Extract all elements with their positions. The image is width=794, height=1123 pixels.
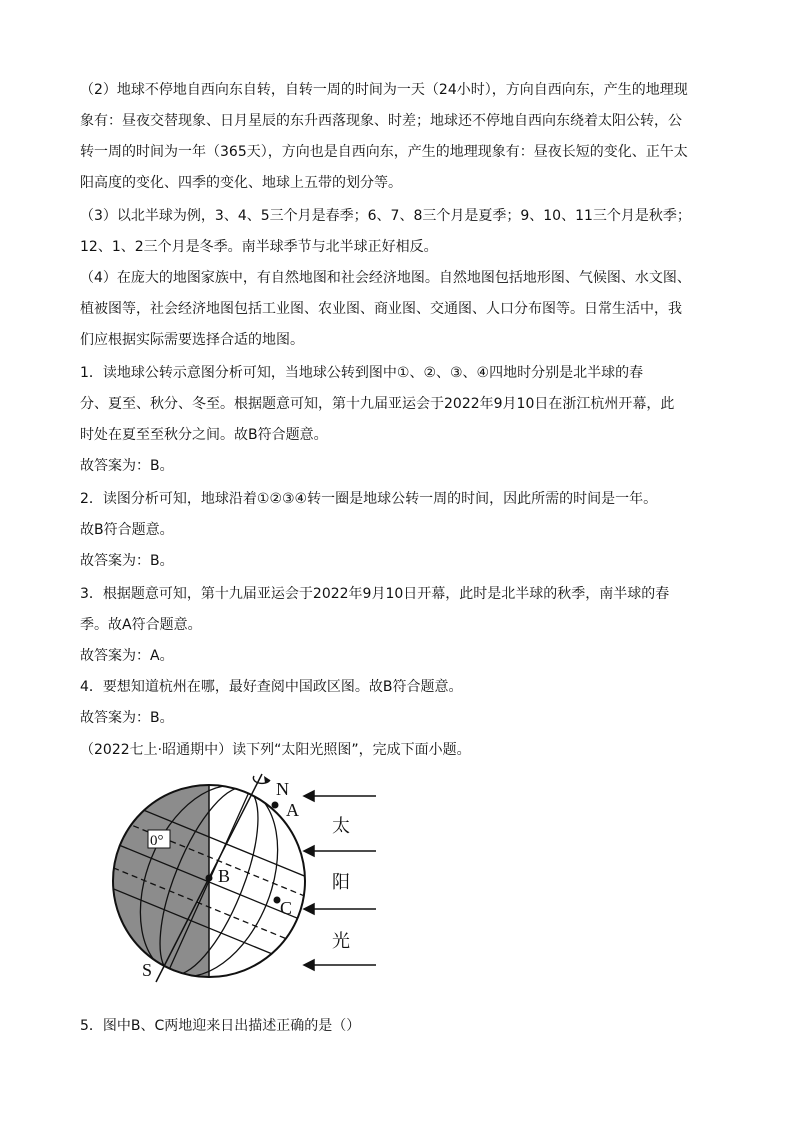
- point-b: [206, 875, 213, 882]
- answer-paragraph-line: 转一周的时间为一年（365天），方向也是自西向东，产生的地理现象有：昼夜长短的变化、正午太: [80, 144, 688, 160]
- sunlight-diagram: [104, 770, 394, 992]
- equator-label: 0°: [150, 833, 164, 849]
- answer-paragraph-line: 植被图等，社会经济地图包括工业图、农业图、商业图、交通图、人口分布图等。日常生活中，我: [80, 301, 682, 317]
- sunlight-char: 太: [332, 816, 350, 837]
- solution-line: 故B符合题意。: [80, 522, 174, 538]
- answer-paragraph-line: （3）以北半球为例，3、4、5三个月是春季；6、7、8三个月是夏季；9、10、11三个月是秋季；: [80, 208, 691, 224]
- point-a-label: A: [286, 800, 299, 820]
- answer-line: 故答案为：B。: [80, 553, 174, 569]
- sunlight-arrowhead-icon: [304, 791, 314, 801]
- answer-paragraph-line: （2）地球不停地自西向东自转，自转一周的时间为一天（24小时），方向自西向东，产生的地理现: [80, 82, 688, 98]
- solution-line: 3．根据题意可知，第十九届亚运会于2022年9月10日开幕，此时是北半球的秋季，南半球的春: [80, 586, 670, 602]
- answer-line: 故答案为：B。: [80, 458, 174, 474]
- question-5: 5．图中B、C两地迎来日出描述正确的是（）: [80, 1018, 361, 1034]
- answer-paragraph-line: 们应根据实际需要选择合适的地图。: [80, 332, 304, 348]
- answer-paragraph-line: （4）在庞大的地图家族中，有自然地图和社会经济地图。自然地图包括地形图、气候图、水文图、: [80, 270, 691, 286]
- sunlight-arrowhead-icon: [304, 846, 314, 856]
- point-b-label: B: [218, 866, 231, 886]
- sunlight-arrowhead-icon: [304, 960, 314, 970]
- solution-line: 4．要想知道杭州在哪，最好查阅中国政区图。故B符合题意。: [80, 679, 463, 695]
- question-intro: （2022七上·昭通期中）读下列“太阳光照图”，完成下面小题。: [80, 742, 471, 758]
- north-pole-label: N: [276, 779, 289, 799]
- solution-line: 1．读地球公转示意图分析可知，当地球公转到图中①、②、③、④四地时分别是北半球的春: [80, 365, 644, 381]
- south-pole-label: S: [142, 960, 153, 980]
- answer-line: 故答案为：B。: [80, 710, 174, 726]
- sunlight-char: 阳: [332, 872, 350, 893]
- answer-line: 故答案为：A。: [80, 648, 174, 664]
- solution-line: 季。故A符合题意。: [80, 617, 202, 633]
- solution-line: 2．读图分析可知，地球沿着①②③④转一圈是地球公转一周的时间，因此所需的时间是一年。: [80, 491, 658, 507]
- sunlight-arrowhead-icon: [304, 904, 314, 914]
- sunlight-char: 光: [332, 931, 350, 952]
- solution-line: 分、夏至、秋分、冬至。根据题意可知，第十九届亚运会于2022年9月10日在浙江杭州开幕，此: [80, 396, 675, 412]
- solution-line: 时处在夏至至秋分之间。故B符合题意。: [80, 427, 328, 443]
- answer-paragraph-line: 12、1、2三个月是冬季。南半球季节与北半球正好相反。: [80, 239, 438, 255]
- answer-paragraph-line: 象有：昼夜交替现象、日月星辰的东升西落现象、时差；地球还不停地自西向东绕着太阳公转，公: [80, 113, 682, 129]
- illumination-figure: [104, 770, 394, 992]
- point-a: [272, 802, 279, 809]
- night-side: [104, 770, 209, 992]
- answer-paragraph-line: 阳高度的变化、四季的变化、地球上五带的划分等。: [80, 175, 402, 191]
- point-c-label: C: [280, 898, 293, 918]
